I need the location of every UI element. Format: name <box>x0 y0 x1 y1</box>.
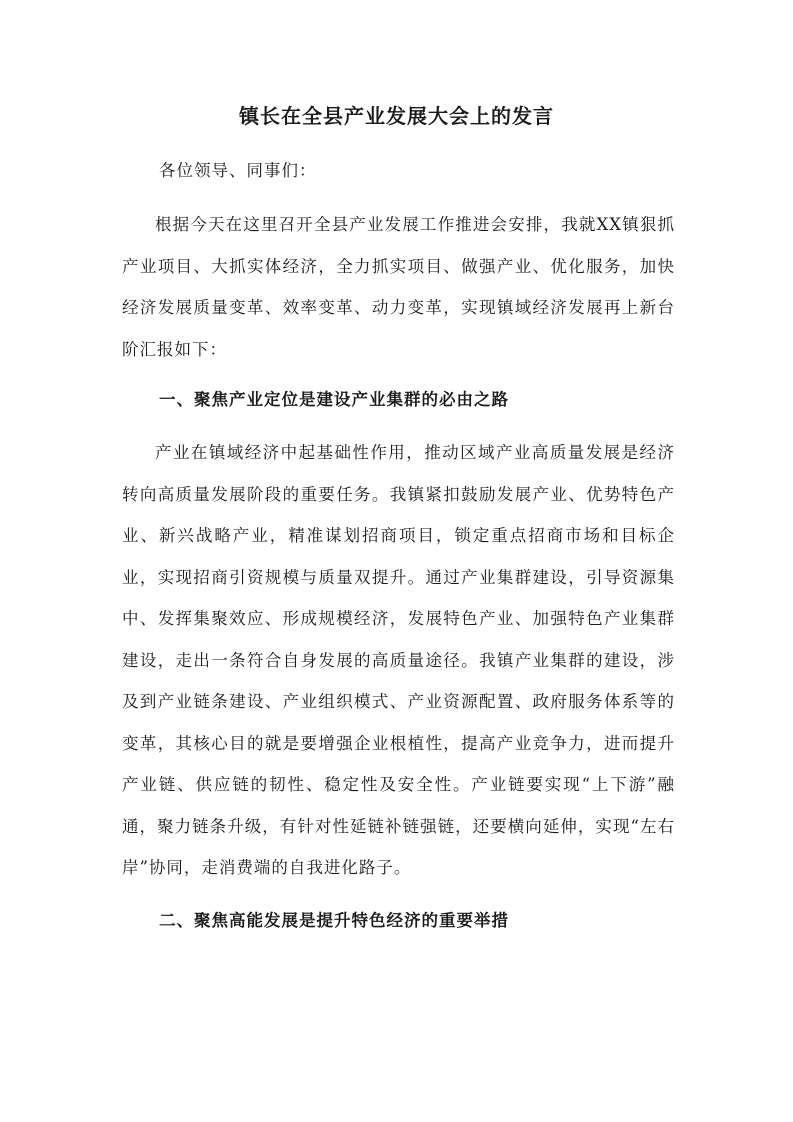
section-heading-1: 一、聚焦产业定位是建设产业集群的必由之路 <box>159 390 509 409</box>
document-title: 镇长在全县产业发展大会上的发言 <box>239 104 554 128</box>
section-body-1: 产业在镇域经济中起基础性作用，推动区域产业高质量发展是经济转向高质量发展阶段的重要任务。我镇紧扣鼓励发展产业、优势特色产业、新兴战略产业，精准谋划招商项目，锁定重点招商市场和目标企业，实现招商引资规模与质量双提升。通过产业集群建设，引导资源集中、发挥集聚效应、形成规模经济，发展特色产业、加强特色产业集群建设，走出一条符合自身发展的高质量途径。我镇产业集群的建设，涉及到产业链条建设、产业组织模式、产业资源配置、政府服务体系等的变革，其核心目的就是要增强企业根植性，提高产业竞争力，进而提升产业链、供应链的韧性、稳定性及安全性。产业链要实现“上下游”融通，聚力链条升级，有针对性延链补链强链，还要横向延伸，实现“左右岸”协同，走消费端的自我进化路子。 <box>122 443 675 877</box>
salutation: 各位领导、同事们： <box>159 161 317 180</box>
section-heading-2: 二、聚焦高能发展是提升特色经济的重要举措 <box>159 911 509 930</box>
intro-paragraph: 根据今天在这里召开全县产业发展工作推进会安排，我就XX镇狠抓产业项目、大抓实体经济，全力抓实项目、做强产业、优化服务，加快经济发展质量变革、效率变革、动力变革，实现镇域经济发展再上新台阶汇报如下： <box>122 215 675 359</box>
